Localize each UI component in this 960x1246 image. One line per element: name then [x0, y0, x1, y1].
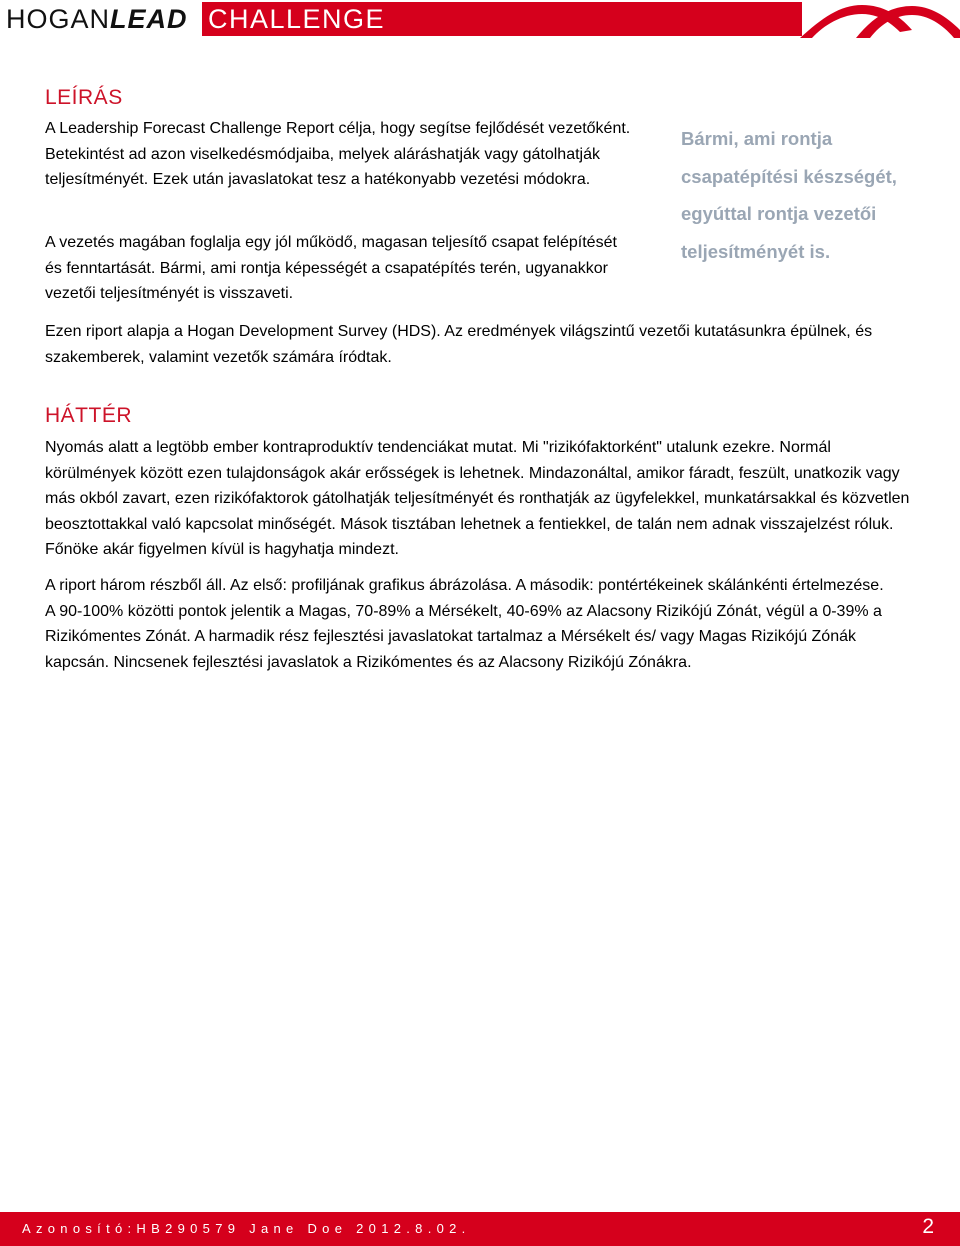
section-heading-leiras: LEÍRÁS	[45, 86, 123, 109]
page-number: 2	[922, 1215, 934, 1238]
footer-bar	[0, 1212, 960, 1246]
hatter-paragraph-2: A riport három részből áll. Az első: profiljának grafikus ábrázolása. A második: pontértékeinek skálánkénti értelmezése. A 90-100% közötti pontok jelentik a Magas, 70-89% a Mérsékelt, 40-69% az Alacsony Rizikójú Zónát, végül a 0-39% a Rizikómentes Zónát. A harmadik rész fejlesztési javaslatokat tartalmaz a Mérsékelt és/ vagy Magas Rizikójú Zónák kapcsán. Nincsenek fejlesztési javaslatok a Rizikómentes és az Alacsony Rizikójú Zónákra.	[45, 577, 884, 671]
footer-identifier: Azonosító:HB290579 Jane Doe 2012.8.02.	[22, 1221, 471, 1236]
leiras-paragraph-2: A vezetés magában foglalja egy jól működő, magasan teljesítő csapat felépítését és fenntartását. Bármi, ami rontja képességét a csapatépítés terén, ugyanakkor vezetői teljesítményét is visszaveti.	[45, 234, 617, 302]
leiras-paragraph-1: A Leadership Forecast Challenge Report célja, hogy segítse fejlődését vezetőként. Betekintést ad azon viselkedésmódjaiba, melyek aláráshatják vagy gátolhatják teljesítményét. Ezek után javaslatokat tesz a hatékonyabb vezetési módokra.	[45, 120, 631, 188]
section-heading-hatter: HÁTTÉR	[45, 404, 132, 427]
header	[0, 0, 960, 38]
swoosh-logo-icon	[800, 0, 960, 38]
hatter-paragraph-1: Nyomás alatt a legtöbb ember kontraproduktív tendenciákat mutat. Mi "rizikófaktorként" utalunk ezekre. Normál körülmények között ezen tulajdonságok akár erősségek is lehetnek. Mindazonáltal, amikor fáradt, feszült, unatkozik vagy más okból zavart, ezen rizikófaktorok gátolhatják teljesítményét és ronthatják az ügyfelekkel, munkatársakkal és közvetlen beosztottakkal való kapcsolat minőségét. Mások tisztában lehetnek a fentiekkel, de talán nem adnak visszajelzést róluk. Főnöke akár figyelmen kívül is hagyhatja mindezt.	[45, 439, 910, 558]
pull-quote: Bármi, ami rontja csapatépítési készségét, egyúttal rontja vezetői teljesítményét is.	[681, 128, 897, 262]
brand-hogan: HOGAN	[6, 4, 111, 34]
brand-lead: LEAD	[110, 4, 188, 34]
leiras-paragraph-3: Ezen riport alapja a Hogan Development Survey (HDS). Az eredmények világszintű vezetői kutatásunkra épülnek, és szakemberek, valamint vezetők számára íródtak.	[45, 323, 873, 366]
challenge-title: CHALLENGE	[208, 4, 386, 34]
challenge-banner	[202, 2, 802, 36]
brand-logo	[6, 2, 188, 36]
